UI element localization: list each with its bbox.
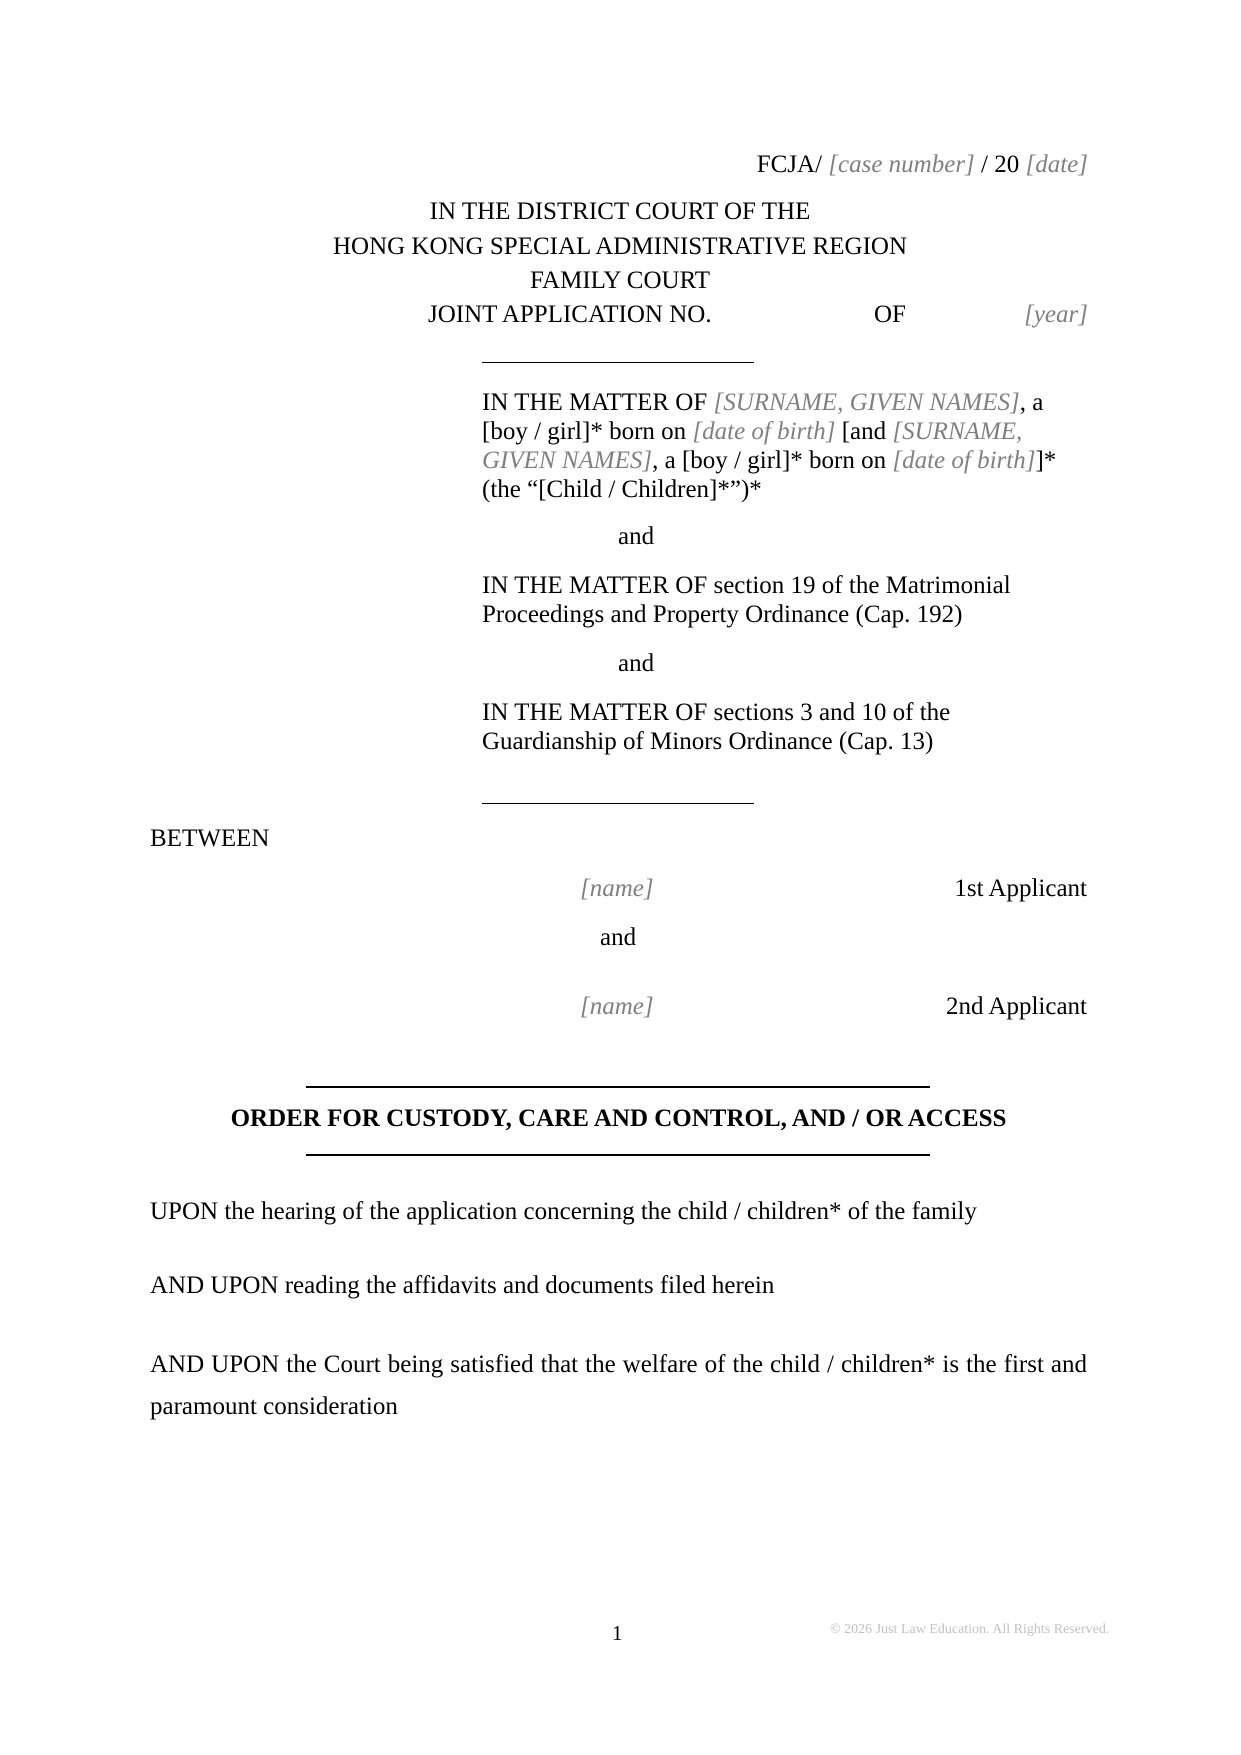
dob-placeholder: [date of birth]: [692, 418, 836, 445]
matter-child: [482, 388, 1056, 504]
case-date-placeholder: [date]: [1025, 151, 1088, 178]
matter-child-line-1: IN THE MATTER OF [SURNAME, GIVEN NAMES], a: [482, 389, 1044, 416]
first-applicant-role: 1st Applicant: [954, 875, 1087, 902]
and-connector-2: and: [618, 650, 655, 677]
case-year-prefix: / 20: [981, 151, 1020, 178]
matter-child-line-3: GIVEN NAMES], a [boy / girl]* born on [date of birth]]*: [482, 447, 1057, 474]
court-line-3: FAMILY COURT: [529, 267, 711, 294]
court-line-2: HONG KONG SPECIAL ADMINISTRATIVE REGION: [332, 233, 908, 260]
joint-application-label: JOINT APPLICATION NO.: [428, 301, 712, 328]
matter-child-line-2: [boy / girl]* born on [date of birth] [and [SURNAME,: [482, 418, 1023, 445]
given-names-placeholder: GIVEN NAMES]: [482, 447, 653, 474]
court-line-1: IN THE DISTRICT COURT OF THE: [429, 198, 811, 225]
and-connector-parties: and: [600, 924, 637, 951]
first-applicant-name: [name]: [580, 875, 654, 902]
year-placeholder: [year]: [1024, 301, 1088, 328]
title-rule-bottom: [306, 1154, 930, 1156]
matter-section-19: [482, 571, 1011, 629]
matter-section-19-line-2: Proceedings and Property Ordinance (Cap. 192): [482, 601, 963, 628]
recital-welfare-line-1: AND UPON the Court being satisfied that the welfare of the child / children* is the first and: [150, 1351, 1087, 1378]
divider-middle: [482, 803, 754, 804]
between-label: BETWEEN: [150, 825, 270, 852]
order-title: ORDER FOR CUSTODY, CARE AND CONTROL, AND / OR ACCESS: [230, 1105, 1007, 1132]
copyright-notice: © 2026 Just Law Education. All Rights Reserved.: [830, 1622, 1110, 1637]
recital-welfare: [150, 1344, 1087, 1428]
matter-child-line-4: (the “[Child / Children]*”)*: [482, 476, 762, 503]
of-label: OF: [874, 301, 906, 328]
case-number-placeholder: [case number]: [828, 151, 975, 178]
and-connector-1: and: [618, 523, 655, 550]
page-number: 1: [612, 1621, 623, 1645]
dob-placeholder-2: [date of birth]: [892, 447, 1036, 474]
surname-placeholder: [SURNAME, GIVEN NAMES]: [713, 389, 1020, 416]
divider-top: [482, 362, 754, 363]
second-applicant-role: 2nd Applicant: [946, 993, 1087, 1020]
second-applicant-name: [name]: [580, 993, 654, 1020]
case-reference: [757, 150, 1088, 180]
title-rule-top: [306, 1086, 930, 1088]
recital-affidavits: AND UPON reading the affidavits and documents filed herein: [150, 1272, 775, 1299]
matter-guardianship-line-2: Guardianship of Minors Ordinance (Cap. 13): [482, 728, 934, 755]
matter-guardianship-line-1: IN THE MATTER OF sections 3 and 10 of the: [482, 699, 951, 726]
case-prefix: FCJA/: [756, 151, 823, 178]
matter-guardianship: [482, 698, 950, 756]
surname-placeholder-2: [SURNAME,: [892, 418, 1023, 445]
recital-hearing: UPON the hearing of the application concerning the child / children* of the family: [150, 1198, 977, 1225]
recital-welfare-line-2: paramount consideration: [150, 1393, 398, 1420]
matter-section-19-line-1: IN THE MATTER OF section 19 of the Matrimonial: [482, 572, 1011, 599]
